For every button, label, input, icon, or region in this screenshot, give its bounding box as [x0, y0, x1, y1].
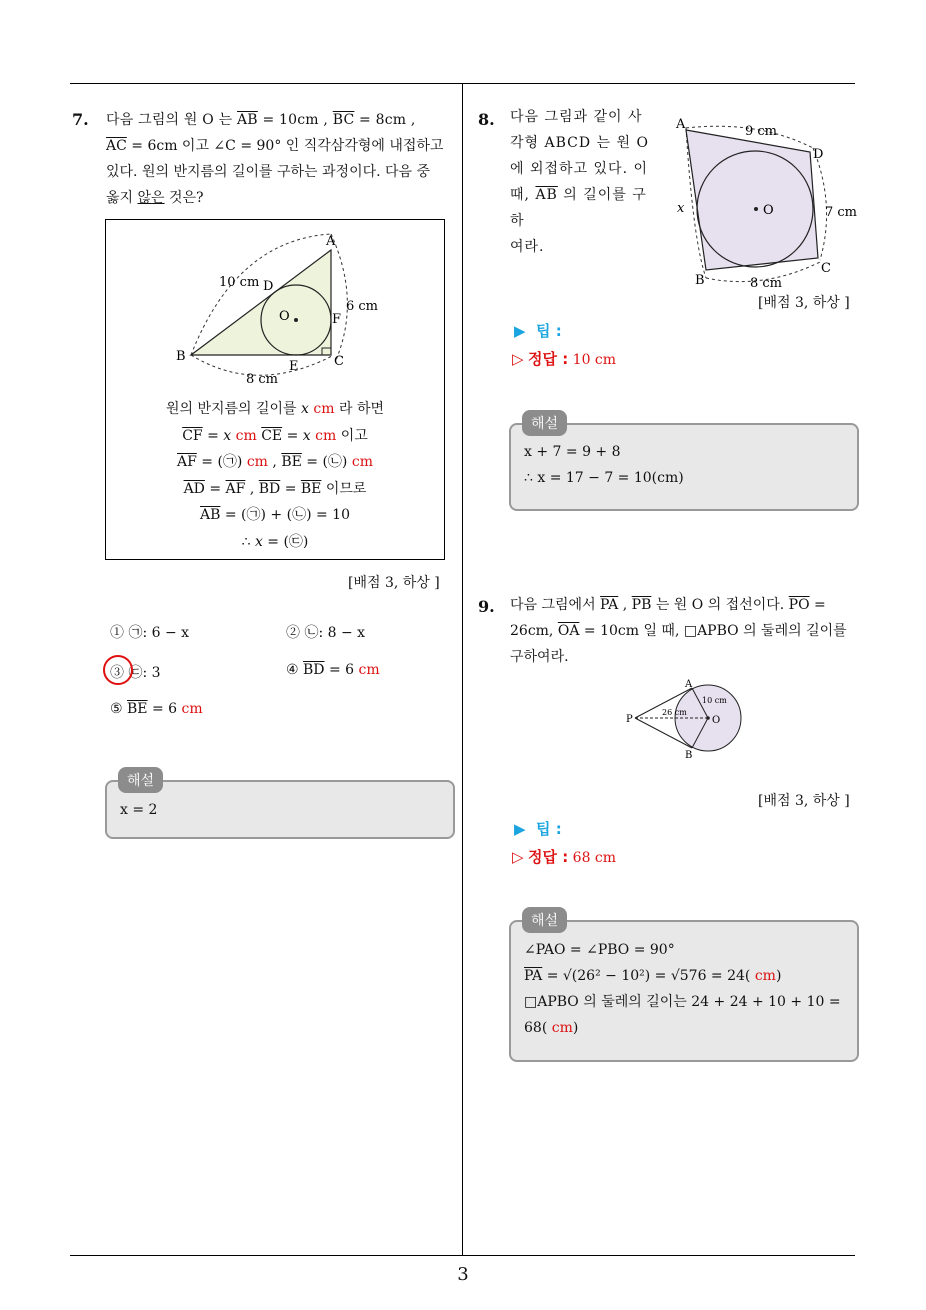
q9-label-O: O [712, 715, 721, 726]
q7-text [106, 107, 456, 211]
q7-text-line: 있다. 원의 반지름의 길이를 구하는 과정이다. 다음 중 [106, 164, 431, 180]
q7-label-O: O [279, 309, 290, 324]
q7-haeseol-tag: 해설 [118, 767, 163, 793]
q8-haeseol-tag: 해설 [522, 410, 567, 436]
q8-answer-value: 10 cm [572, 352, 617, 368]
q8-answer [512, 348, 616, 369]
q8-score: [배점 3, 하상 ] [758, 295, 850, 311]
q9-text [510, 592, 860, 670]
q9-label-B: B [685, 750, 693, 761]
q7-choice-3[interactable]: ③ ㉢: 3 [110, 665, 161, 681]
q9-number: 9. [478, 597, 495, 616]
q7-len-ac: 6 cm [346, 299, 379, 314]
q7-score: [배점 3, 하상 ] [348, 575, 440, 591]
q7-proof-line: $\overline{AB}$ = (㉠) + (㉡) = 10 [200, 507, 350, 523]
q7-choice-1[interactable]: ① ㉠: 6 − x [110, 625, 190, 641]
q9-len-oa: 10 cm [702, 696, 727, 705]
q7-proof-line: $\overline{AF}$ = (㉠) cm , $\overline{BE}$ = (㉡) cm [177, 454, 373, 470]
q7-label-A: A [326, 234, 336, 249]
q8-haeseol-box [509, 423, 859, 511]
bottom-rule [70, 1255, 855, 1256]
q7-choice-4[interactable]: ④ $\overline{BD} = 6$ cm [286, 662, 380, 678]
q7-len-ab: 10 cm [219, 275, 260, 290]
q9-haeseol-box [509, 920, 859, 1062]
q8-label-D: D [813, 147, 824, 162]
q7-choice-5[interactable]: ⑤ $\overline{BE} = 6$ cm [110, 701, 203, 717]
q8-label-A: A [676, 117, 686, 132]
tip-arrow-icon: ▶ [514, 820, 536, 838]
q9-haeseol-line: $\overline{PA} = √(26^2 - 10^2) = √576 = 24$( cm) [524, 968, 782, 984]
q9-answer [512, 846, 616, 867]
answer-arrow-icon: ▷ [512, 350, 524, 368]
q7-proof-line: ∴ x = (㉢) [241, 533, 309, 550]
q8-quadrilateral-figure [668, 110, 868, 290]
q7-proof-line: $\overline{AD} = \overline{AF}$ , $\overline{BD} = \overline{BE}$ 이므로 [183, 480, 367, 497]
q9-label-A: A [685, 679, 693, 690]
q9-haeseol-line: □APBO 의 둘레의 길이는 24 + 24 + 10 + 10 = [524, 994, 841, 1010]
q9-tangent-figure [620, 678, 750, 763]
q9-score: [배점 3, 하상 ] [758, 793, 850, 809]
q8-label-B: B [695, 273, 705, 288]
q7-figure-box [105, 219, 445, 560]
q7-proof [106, 396, 444, 555]
q7-triangle [191, 250, 331, 355]
q8-haeseol-line: x + 7 = 9 + 8 [524, 444, 621, 460]
q9-haeseol-tag: 해설 [522, 907, 567, 933]
q7-text-line: $\overline{AC} = 6cm$ 이고 ∠C = 90° 인 직각삼각형에 내접하고 [106, 138, 444, 154]
q8-text-line: 에 외접하고 있다. 이 [510, 161, 648, 177]
q7-choice-2[interactable]: ② ㉡: 8 − x [286, 625, 366, 641]
q7-dashed-arc-ac [331, 234, 347, 360]
q7-label-C: C [334, 354, 344, 369]
q8-tip-label: 팁 : [535, 322, 562, 340]
q8-haeseol-content [524, 439, 684, 491]
column-divider [462, 83, 463, 1255]
tip-arrow-icon: ▶ [514, 322, 536, 340]
q9-text-line: 구하여라. [510, 649, 569, 665]
q9-len-po: 26 cm [662, 708, 687, 717]
q8-text-line: 여라. [510, 239, 545, 255]
q9-answer-label: 정답 : [528, 848, 569, 866]
q7-proof-line: 원의 반지름의 길이를 x cm 라 하면 [165, 401, 385, 417]
q9-center-dot [706, 716, 710, 720]
q8-haeseol-line: ∴ x = 17 − 7 = 10(cm) [524, 470, 684, 486]
q7-haeseol-line: x = 2 [120, 802, 158, 818]
q8-number: 8. [478, 110, 495, 129]
q8-answer-label: 정답 : [528, 350, 569, 368]
q7-number: 7. [72, 110, 89, 129]
q8-len-bc: 8 cm [750, 276, 783, 290]
q8-tip [514, 320, 562, 341]
q7-text-line: 다음 그림의 원 O 는 $\overline{AB} = 10cm$ , $\overline{BC} = 8cm$ , [106, 112, 416, 128]
q9-tip-label: 팁 : [535, 820, 562, 838]
q8-label-C: C [821, 261, 831, 276]
answer-arrow-icon: ▷ [512, 848, 524, 866]
q8-text-line: 때, $\overline{AB}$ 의 길이를 구하 [510, 187, 647, 229]
q7-triangle-figure [106, 220, 444, 395]
q7-answer-circle-mark [103, 655, 133, 685]
q9-haeseol-line: 68( cm) [524, 1020, 579, 1036]
q9-tip [514, 818, 562, 839]
q9-label-P: P [626, 714, 633, 725]
q7-text-line: 옳지 않은 것은? [106, 190, 204, 206]
page-number: 3 [457, 1264, 469, 1285]
q7-label-D: D [263, 279, 274, 294]
q7-proof-line: $\overline{CF} = x$ cm $\overline{CE} = x$ cm 이고 [182, 427, 368, 444]
q8-len-ab: x [677, 201, 685, 216]
q9-haeseol-line: ∠PAO = ∠PBO = 90° [524, 942, 675, 958]
q8-text-line: 각형 ABCD 는 원 O [510, 135, 649, 151]
q8-label-O: O [763, 203, 774, 218]
q7-len-bc: 8 cm [246, 372, 279, 387]
q7-label-F: F [332, 312, 342, 327]
q9-answer-value: 68 cm [572, 850, 617, 866]
q8-text-line: 다음 그림과 같이 사 [510, 109, 643, 125]
q8-center-dot [754, 207, 758, 211]
q9-haeseol-content [524, 937, 849, 1041]
q7-label-B: B [176, 349, 186, 364]
q8-len-ad: 9 cm [745, 124, 778, 139]
q9-text-line: 26cm, $\overline{OA} = 10cm$ 일 때, □APBO 의 둘레의 길이를 [510, 623, 847, 639]
q8-text [510, 104, 660, 260]
q9-text-line: 다음 그림에서 $\overline{PA}$ , $\overline{PB}$ 는 원 O 의 접선이다. $\overline{PO}$ = [510, 597, 826, 613]
q7-label-E: E [289, 359, 299, 374]
q8-len-dc: 7 cm [825, 205, 858, 220]
q7-center-dot [294, 318, 298, 322]
